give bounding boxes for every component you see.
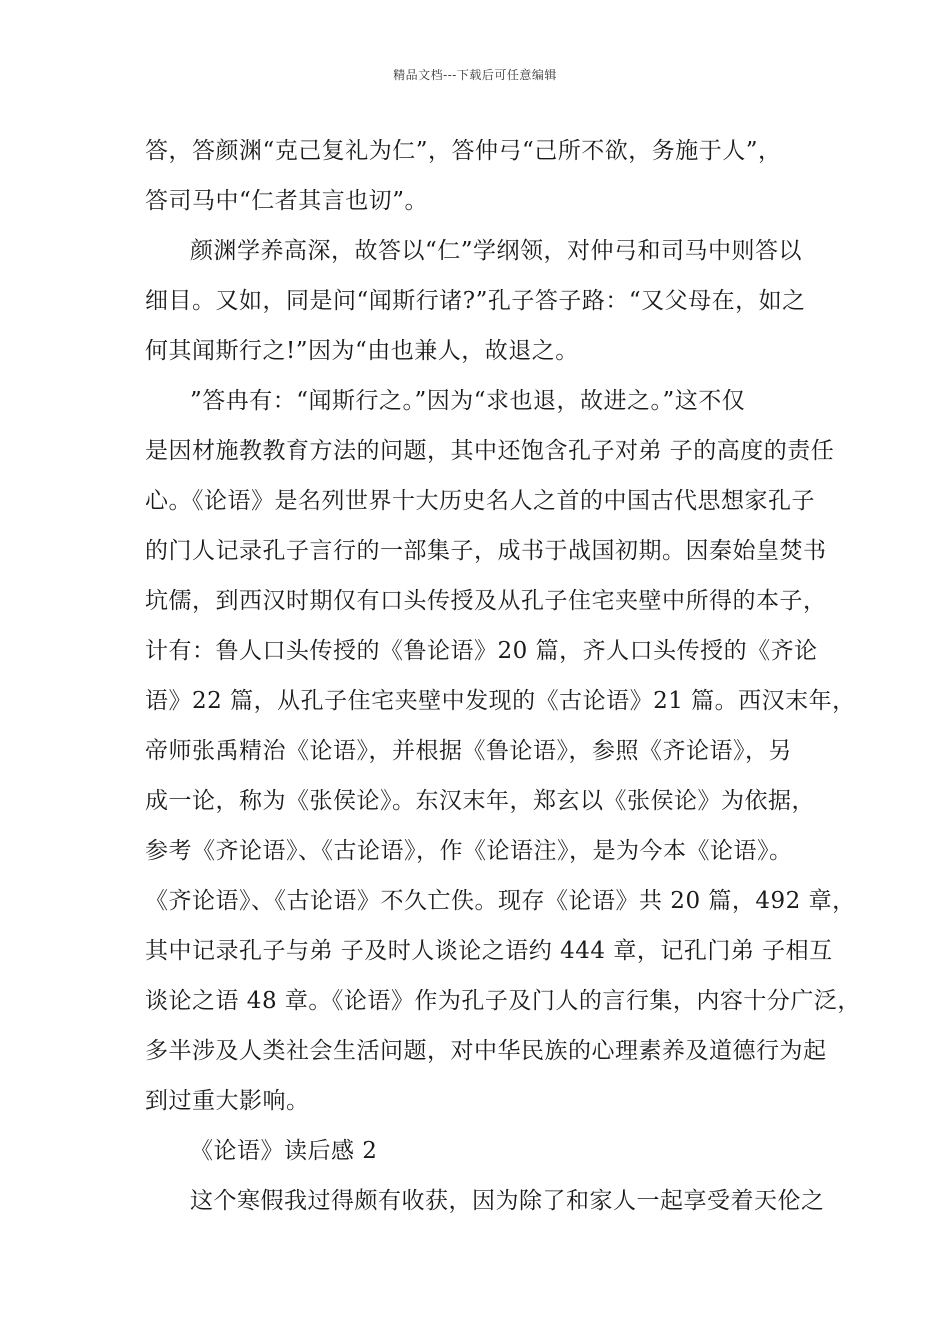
section-heading: 《论语》读后感 2: [190, 1138, 378, 1164]
body-line: 帝师张禹精治《论语》，并根据《鲁论语》，参照《齐论语》，另: [145, 738, 792, 764]
body-line: 其中记录孔子与弟 子及时人谈论之语约 444 章，记孔门弟 子相互: [145, 938, 833, 964]
body-line: 成一论，称为《张侯论》。东汉末年，郑玄以《张侯论》为依据，: [145, 788, 815, 814]
body-line: 是因材施教教育方法的问题，其中还饱含孔子对弟 子的高度的责任: [145, 438, 835, 464]
body-line: 多半涉及人类社会生活问题，对中华民族的心理素养及道德行为起: [145, 1038, 827, 1064]
body-line: 这个寒假我过得颇有收获，因为除了和家人一起享受着天伦之: [190, 1188, 825, 1214]
body-line: 答，答颜渊“克己复礼为仁”，答仲弓“己所不欲，务施于人”，: [145, 138, 782, 164]
body-line: ”答冉有：“闻斯行之。”因为“求也退，故进之。”这不仅: [190, 388, 746, 414]
body-line: 参考《齐论语》、《古论语》，作《论语注》，是为今本《论语》。: [145, 838, 793, 864]
body-line: 何其闻斯行之!”因为“由也兼人，故退之。: [145, 338, 579, 364]
body-line: 的门人记录孔子言行的一部集子，成书于战国初期。因秦始皇焚书: [145, 538, 827, 564]
body-line: 坑儒，到西汉时期仅有口头传授及从孔子住宅夹壁中所得的本子，: [145, 588, 827, 614]
body-line: 心。《论语》是名列世界十大历史名人之首的中国古代思想家孔子: [145, 488, 815, 514]
page-header: 精品文档---下载后可任意编辑: [393, 68, 557, 82]
body-line: 答司马中“仁者其言也讱”。: [145, 188, 429, 214]
body-line: 语》22 篇，从孔子住宅夹壁中发现的《古论语》21 篇。西汉末年，: [145, 688, 856, 714]
body-line: 细目。又如，同是问“闻斯行诸?”孔子答子路：“又父母在，如之: [145, 288, 806, 314]
body-line: 到过重大影响。: [145, 1088, 310, 1114]
body-line: 颜渊学养高深，故答以“仁”学纲领，对仲弓和司马中则答以: [190, 238, 803, 264]
body-line: 谈论之语 48 章。《论语》作为孔子及门人的言行集，内容十分广泛，: [145, 988, 861, 1014]
body-line: 《齐论语》、《古论语》不久亡佚。现存《论语》共 20 篇，492 章，: [145, 888, 856, 914]
body-line: 计有：鲁人口头传授的《鲁论语》20 篇，齐人口头传授的《齐论: [145, 638, 818, 664]
